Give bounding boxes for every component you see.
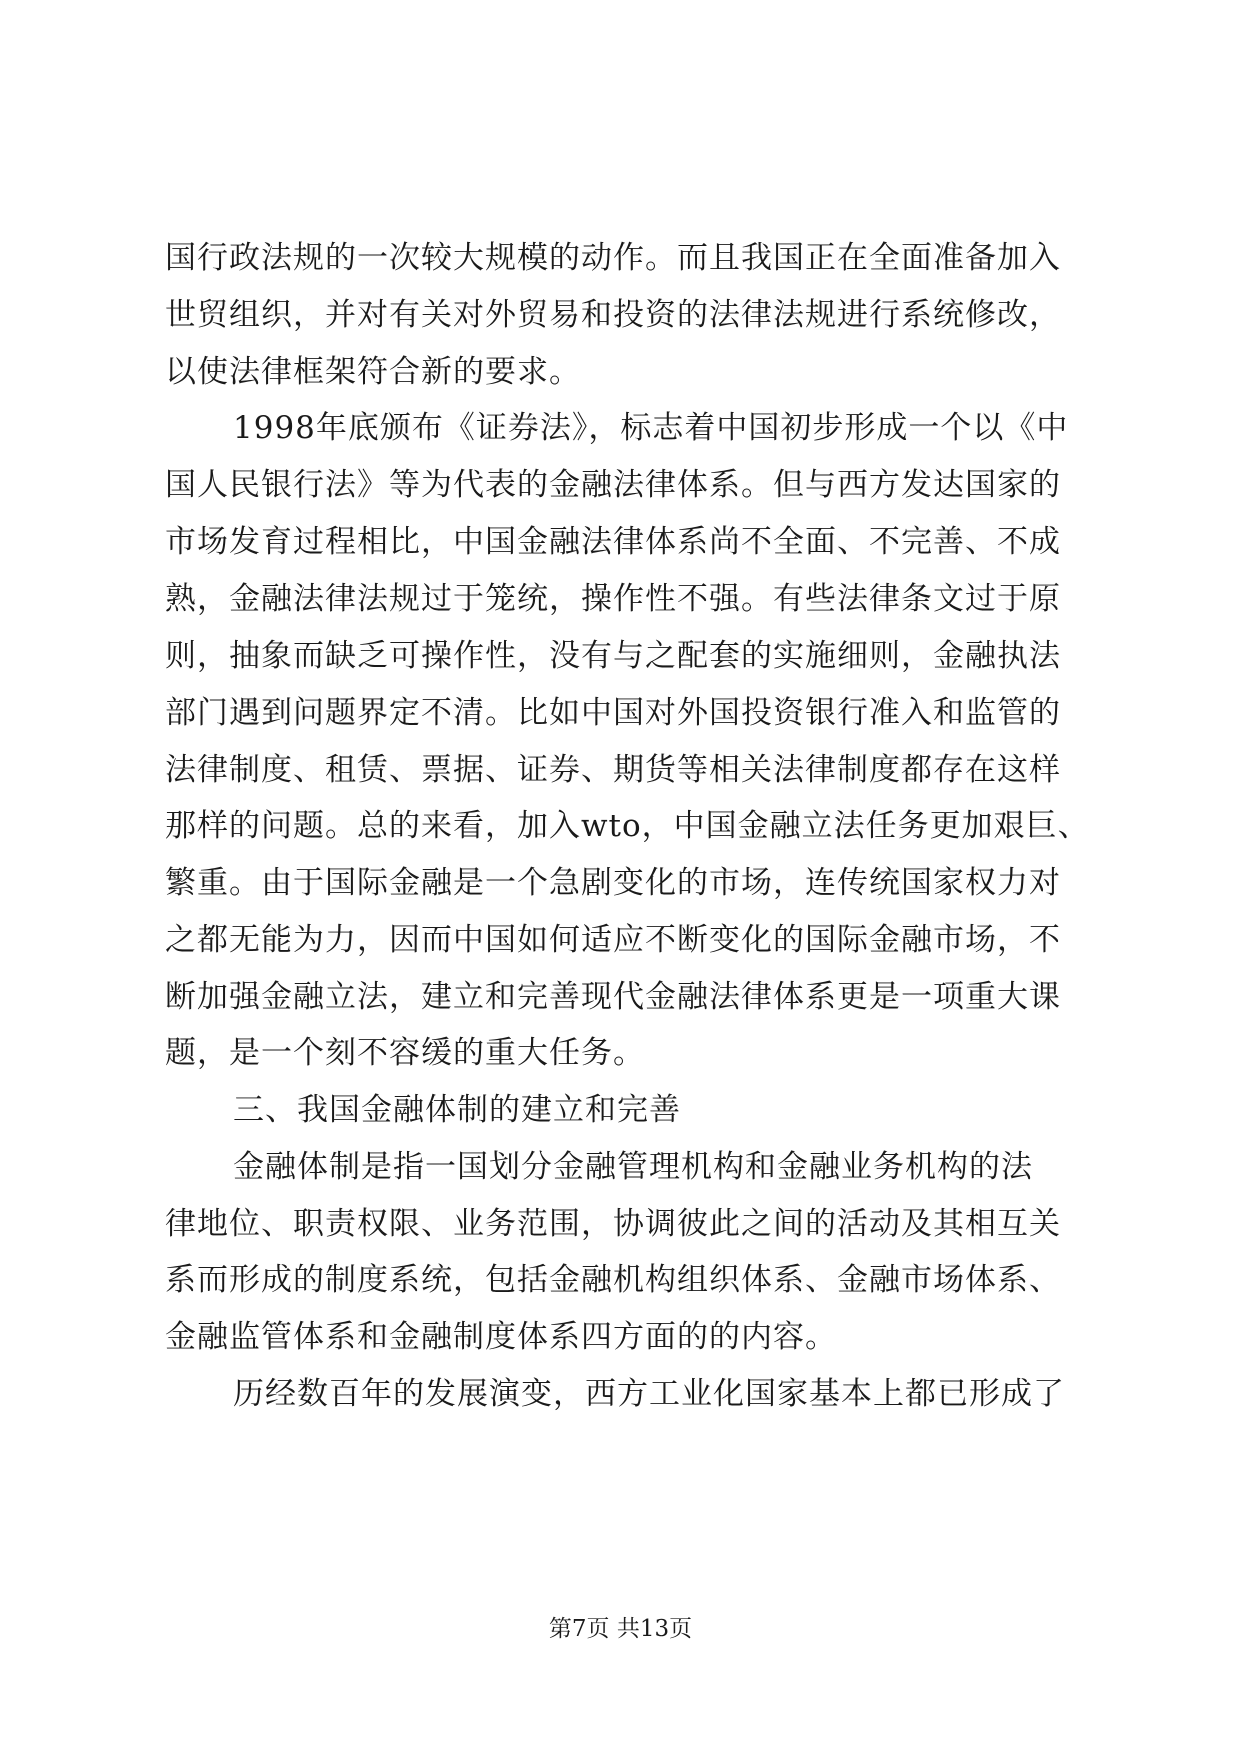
- text-line: 则，抽象而缺乏可操作性，没有与之配套的实施细则，金融执法: [165, 638, 1061, 674]
- page-number: 第7页 共13页: [548, 1616, 693, 1642]
- text-line: 断加强金融立法，建立和完善现代金融法律体系更是一项重大课: [165, 979, 1061, 1015]
- text-line: 律地位、职责权限、业务范围，协调彼此之间的活动及其相互关: [165, 1206, 1061, 1242]
- text-line: 部门遇到问题界定不清。比如中国对外国投资银行准入和监管的: [165, 695, 1061, 731]
- text-line: 世贸组织，并对有关对外贸易和投资的法律法规进行系统修改，: [165, 297, 1061, 333]
- text-line: 历经数百年的发展演变，西方工业化国家基本上都已形成了: [233, 1376, 1065, 1412]
- text-line: 那样的问题。总的来看，加入wto，中国金融立法任务更加艰巨、: [165, 808, 1090, 844]
- text-line: 国人民银行法》等为代表的金融法律体系。但与西方发达国家的: [165, 467, 1061, 503]
- text-line: 国行政法规的一次较大规模的动作。而且我国正在全面准备加入: [165, 240, 1061, 276]
- text-line: 金融监管体系和金融制度体系四方面的的内容。: [165, 1319, 837, 1355]
- text-line: 法律制度、租赁、票据、证券、期货等相关法律制度都存在这样: [165, 752, 1061, 788]
- text-line: 以使法律框架符合新的要求。: [165, 354, 581, 390]
- text-line: 系而形成的制度系统，包括金融机构组织体系、金融市场体系、: [165, 1262, 1061, 1298]
- section-heading: 三、我国金融体制的建立和完善: [233, 1092, 681, 1128]
- text-line: 金融体制是指一国划分金融管理机构和金融业务机构的法: [233, 1149, 1033, 1185]
- text-line: 繁重。由于国际金融是一个急剧变化的市场，连传统国家权力对: [165, 865, 1061, 901]
- text-line: 市场发育过程相比，中国金融法律体系尚不全面、不完善、不成: [165, 524, 1061, 560]
- text-line: 之都无能为力，因而中国如何适应不断变化的国际金融市场，不: [165, 922, 1061, 958]
- text-line: 1998年底颁布《证券法》，标志着中国初步形成一个以《中: [233, 410, 1069, 446]
- text-line: 熟，金融法律法规过于笼统，操作性不强。有些法律条文过于原: [165, 581, 1061, 617]
- text-line: 题，是一个刻不容缓的重大任务。: [165, 1035, 645, 1071]
